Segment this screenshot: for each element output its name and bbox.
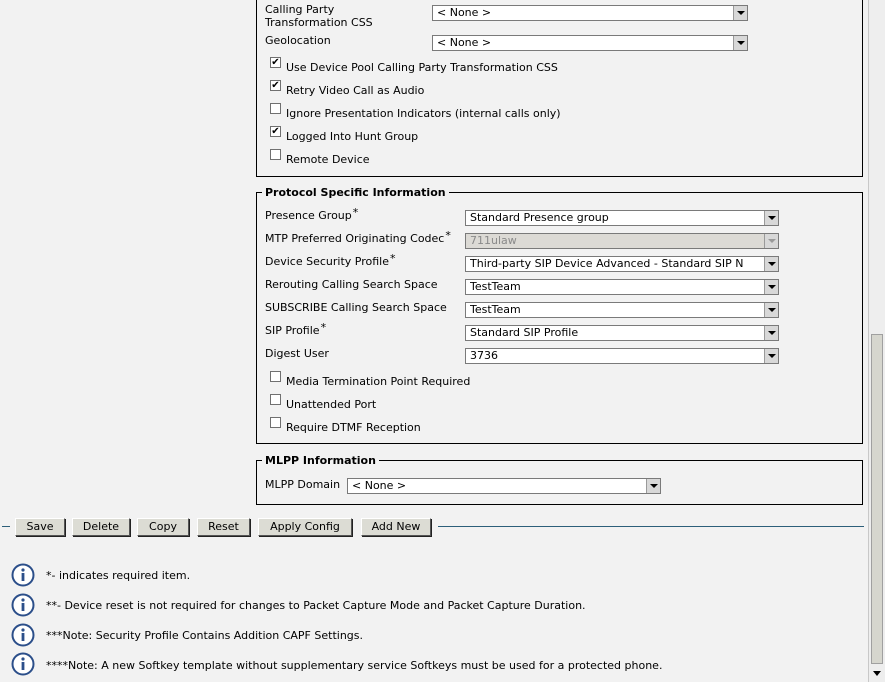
remote-device-checkbox[interactable] bbox=[270, 149, 281, 160]
save-button[interactable]: Save bbox=[15, 518, 65, 536]
mtp-required-checkbox[interactable] bbox=[270, 371, 281, 382]
mtp-codec-label: MTP Preferred Originating Codec* bbox=[265, 229, 451, 245]
chevron-down-icon bbox=[764, 326, 778, 340]
device-security-profile-label: Device Security Profile* bbox=[265, 252, 396, 268]
remote-device-checkbox-row[interactable] bbox=[270, 153, 370, 167]
delete-button[interactable]: Delete bbox=[72, 518, 130, 536]
subscribe-css-label: SUBSCRIBE Calling Search Space bbox=[265, 301, 447, 314]
device-info-panel bbox=[256, 0, 863, 177]
chevron-down-icon bbox=[764, 303, 778, 317]
vertical-scrollbar[interactable] bbox=[868, 0, 885, 682]
chevron-down-icon bbox=[764, 211, 778, 225]
info-icon bbox=[11, 652, 35, 676]
retry-video-checkbox[interactable]: ✔ bbox=[271, 80, 280, 91]
checkbox-label: Unattended Port bbox=[286, 398, 377, 411]
chevron-down-icon bbox=[646, 479, 660, 493]
use-device-pool-css-checkbox[interactable]: ✔ bbox=[271, 57, 280, 68]
presence-group-label: Presence Group* bbox=[265, 206, 359, 222]
copy-button[interactable]: Copy bbox=[137, 518, 189, 536]
chevron-down-icon bbox=[764, 349, 778, 363]
require-dtmf-checkbox[interactable] bbox=[270, 417, 281, 428]
checkbox-label: Ignore Presentation Indicators (internal calls only) bbox=[286, 107, 561, 120]
note-required: *- indicates required item. bbox=[46, 569, 191, 582]
chevron-down-icon bbox=[733, 36, 747, 50]
mlpp-panel bbox=[256, 454, 863, 505]
apply-config-button[interactable]: Apply Config bbox=[258, 518, 352, 536]
sip-profile-select[interactable]: Standard SIP Profile bbox=[465, 325, 779, 341]
mlpp-title: MLPP Information bbox=[262, 454, 379, 467]
checkbox-label: Require DTMF Reception bbox=[286, 421, 421, 434]
note-security-profile: ***Note: Security Profile Contains Addition CAPF Settings. bbox=[46, 629, 363, 642]
unattended-port-checkbox[interactable] bbox=[270, 394, 281, 405]
geolocation-select[interactable]: < None > bbox=[432, 35, 748, 51]
reset-button[interactable]: Reset bbox=[197, 518, 250, 536]
scroll-down-arrow-icon[interactable] bbox=[871, 666, 883, 680]
mtp-required-checkbox-row[interactable] bbox=[270, 375, 470, 389]
toolbar-rule-right bbox=[438, 526, 864, 527]
checkbox-label: Media Termination Point Required bbox=[286, 375, 471, 388]
chevron-down-icon bbox=[764, 280, 778, 294]
ignore-presentation-checkbox[interactable] bbox=[270, 103, 281, 114]
digest-user-label: Digest User bbox=[265, 347, 329, 360]
calling-party-css-label: Calling Party Transformation CSS bbox=[265, 3, 373, 29]
checkbox-label: Logged Into Hunt Group bbox=[286, 130, 419, 143]
retry-video-checkbox-row[interactable] bbox=[270, 80, 425, 98]
calling-party-css-select[interactable]: < None > bbox=[432, 5, 748, 21]
note-device-reset: **- Device reset is not required for changes to Packet Capture Mode and Packet Capture Duration. bbox=[46, 599, 586, 612]
chevron-down-icon bbox=[764, 257, 778, 271]
mtp-codec-select: 711ulaw bbox=[465, 233, 779, 249]
scrollbar-thumb[interactable] bbox=[871, 334, 883, 664]
subscribe-css-select[interactable]: TestTeam bbox=[465, 302, 779, 318]
digest-user-select[interactable]: 3736 bbox=[465, 348, 779, 364]
note-softkey-template: ****Note: A new Softkey template without supplementary service Softkeys must be used for a protected phone. bbox=[46, 659, 663, 672]
add-new-button[interactable]: Add New bbox=[361, 518, 431, 536]
chevron-down-icon bbox=[733, 6, 747, 20]
geolocation-label: Geolocation bbox=[265, 34, 331, 47]
rerouting-css-label: Rerouting Calling Search Space bbox=[265, 278, 438, 291]
checkbox-label: Retry Video Call as Audio bbox=[286, 84, 425, 97]
toolbar-rule-left bbox=[2, 526, 10, 527]
protocol-specific-panel bbox=[256, 186, 863, 444]
logged-into-hunt-group-checkbox[interactable]: ✔ bbox=[271, 126, 280, 137]
require-dtmf-checkbox-row[interactable] bbox=[270, 421, 421, 435]
sip-profile-label: SIP Profile* bbox=[265, 321, 327, 337]
device-security-profile-select[interactable]: Third-party SIP Device Advanced - Standard SIP N bbox=[465, 256, 779, 272]
chevron-down-icon bbox=[764, 234, 778, 248]
checkbox-label: Use Device Pool Calling Party Transformation CSS bbox=[286, 61, 558, 74]
protocol-specific-title: Protocol Specific Information bbox=[262, 186, 449, 199]
unattended-port-checkbox-row[interactable] bbox=[270, 398, 376, 412]
use-device-pool-css-checkbox-row[interactable] bbox=[270, 57, 558, 75]
info-icon bbox=[11, 563, 35, 587]
ignore-presentation-checkbox-row[interactable] bbox=[270, 107, 561, 121]
checkbox-label: Remote Device bbox=[286, 153, 370, 166]
mlpp-domain-select[interactable]: < None > bbox=[347, 478, 661, 494]
rerouting-css-select[interactable]: TestTeam bbox=[465, 279, 779, 295]
info-icon bbox=[11, 623, 35, 647]
logged-into-hunt-group-checkbox-row[interactable] bbox=[270, 126, 419, 144]
mlpp-domain-label: MLPP Domain bbox=[265, 478, 341, 491]
info-icon bbox=[11, 593, 35, 617]
presence-group-select[interactable]: Standard Presence group bbox=[465, 210, 779, 226]
